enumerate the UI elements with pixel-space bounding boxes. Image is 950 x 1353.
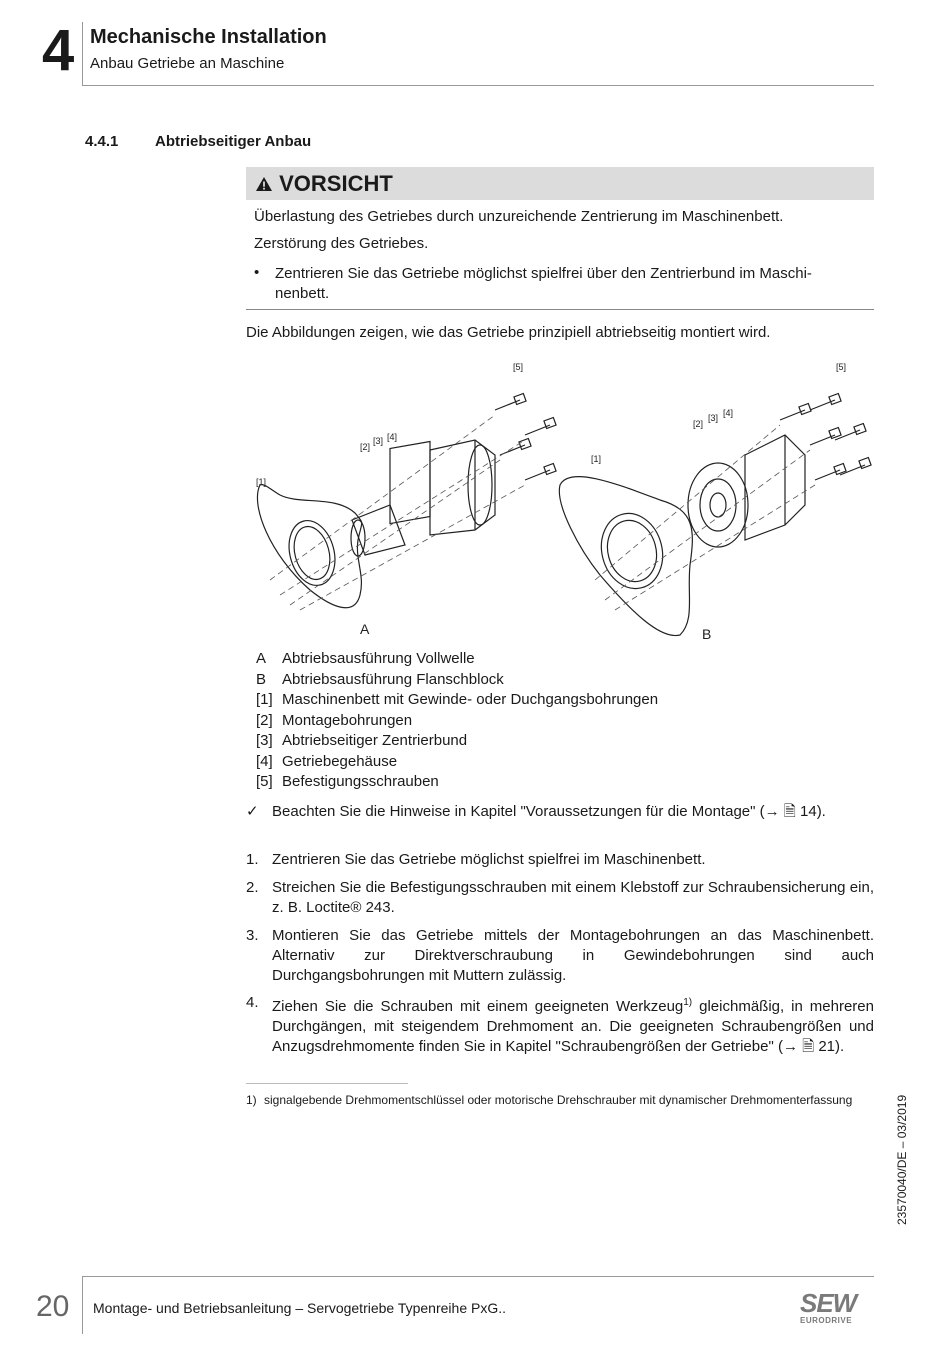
- figure-caption-a: A: [360, 621, 370, 637]
- legend-item: [2] Montagebohrungen: [256, 712, 413, 729]
- gear-mounting-figure: [240, 355, 880, 650]
- figure-label-3-a: [3]: [373, 436, 384, 446]
- gearbox-b-flange-block: [688, 463, 748, 547]
- chapter-number: 4: [42, 18, 75, 83]
- legend-item: B Abtriebsausführung Flanschblock: [256, 671, 504, 688]
- legend-item: [5] Befestigungsschrauben: [256, 773, 439, 790]
- figure-label-1-b: [1]: [591, 454, 602, 464]
- footer-divider: [82, 1276, 874, 1277]
- header-subtitle: Anbau Getriebe an Maschine: [90, 55, 285, 72]
- figure-label-4-a: [4]: [387, 432, 398, 442]
- step-item: 1. Zentrieren Sie das Getriebe möglichst spielfrei im Maschinenbett.: [246, 851, 706, 868]
- legend-item: [4] Getriebegehäuse: [256, 753, 398, 770]
- logo-sub: EURODRIVE: [800, 1316, 853, 1325]
- figure-label-1-a: [1]: [256, 477, 267, 487]
- gearbox-a-flange: [390, 441, 430, 523]
- legend-item: A Abtriebsausführung Vollwelle: [256, 650, 475, 667]
- figure-label-2-a: [2]: [360, 442, 371, 452]
- footer-divider-vertical: [82, 1276, 83, 1334]
- checkmark-icon: ✓: [246, 803, 259, 820]
- gearbox-b-housing: [745, 435, 805, 540]
- warning-measure-line2: nenbett.: [275, 285, 330, 302]
- section-title: Abtriebseitiger Anbau: [155, 133, 312, 150]
- step-item: 4. Ziehen Sie die Schrauben mit einem geeigneten Werkzeug$^{1)}$ gleichmäßig, in mehreren Durchgängen, mit steigendem Drehmoment an. Die geeigneten Schraubengrößen und Anzugsdrehmomente finden Sie in Kapitel "Schraubengrößen der Getriebe" (→ 🗎 21).: [246, 994, 874, 1055]
- figure-label-3-b: [3]: [708, 413, 719, 423]
- figure-label-5-b: [5]: [836, 362, 847, 372]
- section-number: 4.4.1: [85, 133, 119, 150]
- figure-caption-b: B: [702, 626, 712, 642]
- prerequisite-text: Beachten Sie die Hinweise in Kapitel "Voraussetzungen für die Montage" (→ 🗎 14).: [272, 803, 826, 820]
- warning-measure-line1: Zentrieren Sie das Getriebe möglichst spielfrei über den Zentrierbund im Maschi-: [275, 265, 812, 282]
- legend-item: [1] Maschinenbett mit Gewinde- oder Duchgangsbohrungen: [256, 691, 659, 708]
- bolts-a: [495, 394, 556, 480]
- document-code: 23570040/DE – 03/2019: [895, 1094, 909, 1225]
- warning-hazard: Überlastung des Getriebes durch unzureichende Zentrierung im Maschinenbett.: [254, 208, 784, 225]
- header-divider: [82, 85, 874, 86]
- warning-title-text: VORSICHT: [279, 171, 393, 196]
- legend-item: [3] Abtriebseitiger Zentrierbund: [256, 732, 468, 749]
- step-item: 2. Streichen Sie die Befestigungsschrauben mit einem Klebstoff zur Schraubensicherung ein, z. B. Loctite® 243.: [246, 879, 874, 916]
- header-divider-vertical: [82, 22, 83, 86]
- step-item: 3. Montieren Sie das Getriebe mittels der Montagebohrungen an das Maschinenbett. Alternativ zur Direktverschraubung in Gewindebohrungen sind auch Durchgangsbohrungen mit Muttern zulässig.: [246, 927, 874, 984]
- intro-text: Die Abbildungen zeigen, wie das Getriebe prinzipiell abtriebseitig montiert wird.: [246, 324, 771, 341]
- warning-measure: • Zentrieren Sie das Getriebe möglichst spielfrei über den Zentrierbund im Maschi- nenbett.: [254, 264, 874, 304]
- footer-title: Montage- und Betriebsanleitung – Servogetriebe Typenreihe PxG..: [93, 1300, 506, 1316]
- sew-eurodrive-logo: [800, 1290, 856, 1325]
- warning-bottom-rule: [246, 309, 874, 310]
- figure-label-2-b: [2]: [693, 419, 704, 429]
- page-number: 20: [36, 1290, 70, 1323]
- warning-consequence: Zerstörung des Getriebes.: [254, 235, 429, 252]
- prerequisite: [246, 802, 874, 822]
- logo-main: SEW: [800, 1288, 857, 1318]
- machine-bed-b: [559, 477, 692, 636]
- figure-label-4-b: [4]: [723, 408, 734, 418]
- warning-title: [255, 171, 393, 197]
- figure-label-5-a: [5]: [513, 362, 524, 372]
- header-title: Mechanische Installation: [90, 26, 327, 48]
- bolts-b: [780, 394, 871, 480]
- footnote-rule: [246, 1083, 408, 1084]
- warning-triangle-icon: [255, 176, 273, 192]
- machine-bed-a: [257, 485, 361, 608]
- footnote-ref: 1): [683, 997, 693, 1008]
- footnote: 1) signalgebende Drehmomentschlüssel oder motorische Drehschrauber mit dynamischer Drehmomenterfassung: [246, 1093, 853, 1107]
